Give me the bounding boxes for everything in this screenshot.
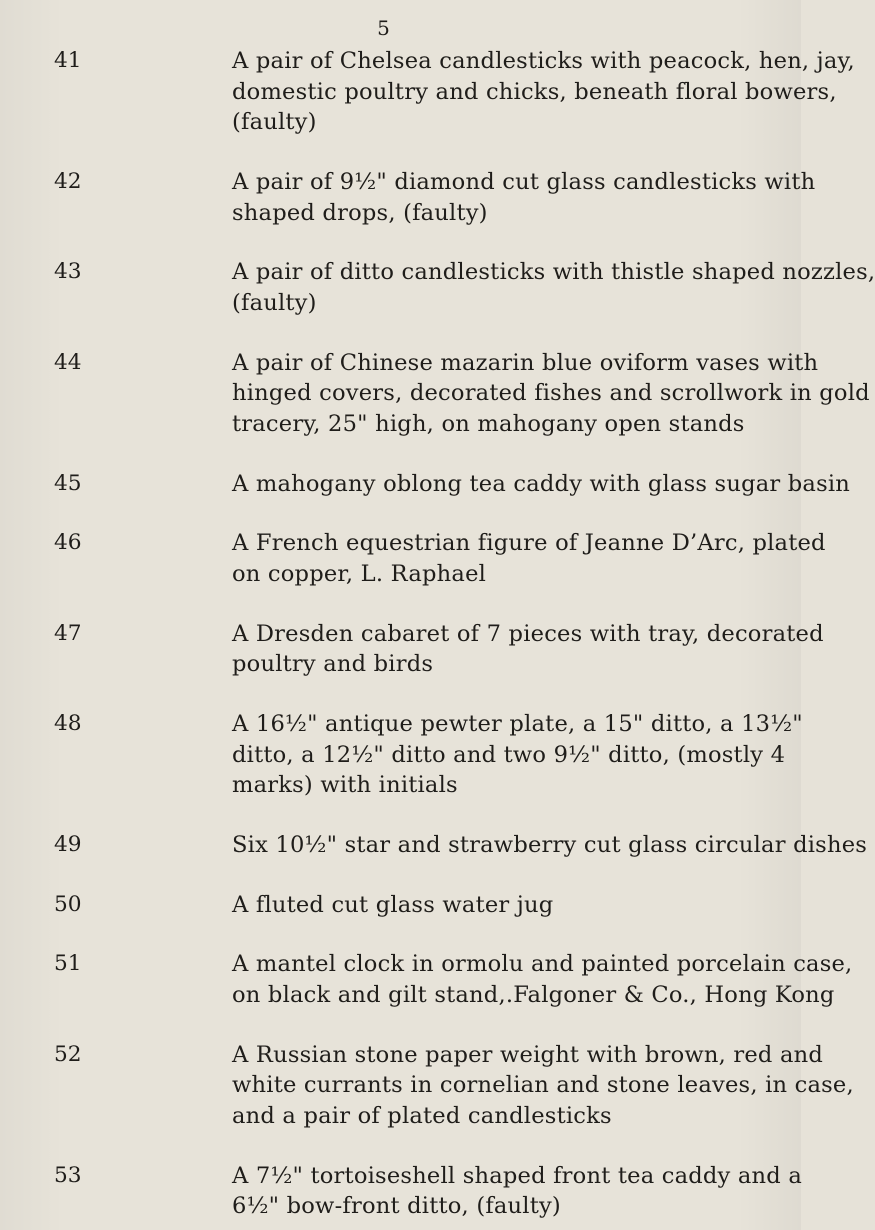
lot-description [232, 1040, 854, 1132]
lot-line: A mantel clock in ormolu and painted porcelain case, [232, 951, 853, 978]
lot-number: 50 [54, 891, 82, 917]
lot-line: (faulty) [232, 290, 317, 317]
lot-line: A pair of Chelsea candlesticks with peacock, hen, jay, [232, 48, 855, 74]
lot-description [232, 257, 875, 318]
lot-number: 45 [54, 470, 82, 496]
lot-description [232, 949, 853, 1010]
lot-line: A Dresden cabaret of 7 pieces with tray, decorated [232, 620, 824, 647]
lot-number: 43 [54, 259, 82, 285]
lot-line: A mahogany oblong tea caddy with glass sugar basin [232, 470, 851, 497]
lot-number: 41 [54, 48, 82, 73]
lot-number: 47 [54, 620, 82, 646]
lot-line: poultry and birds [232, 651, 434, 678]
lot-line: A Russian stone paper weight with brown, red and [232, 1041, 824, 1068]
lot-number: 52 [54, 1041, 82, 1067]
lot-line: hinged covers, decorated fishes and scrollwork in gold [232, 380, 870, 407]
lot-line: tracery, 25" high, on mahogany open stands [232, 411, 745, 438]
lot-description [232, 469, 851, 500]
lot-description [232, 1161, 802, 1222]
lot-number: 53 [54, 1162, 82, 1188]
lot-line: shaped drops, (faulty) [232, 199, 488, 226]
lot-line: A fluted cut glass water jug [232, 891, 554, 918]
lot-line: on black and gilt stand,.Falgoner & Co., Hong Kong [232, 981, 835, 1008]
lot-number: 48 [54, 710, 82, 736]
lot-line: on copper, L. Raphael [232, 561, 487, 588]
lot-line: A 7½" tortoiseshell shaped front tea caddy and a [232, 1162, 802, 1189]
lot-line: domestic poultry and chicks, beneath floral bowers, [232, 78, 837, 105]
page-number: 5 [377, 16, 391, 40]
lot-line: white currants in cornelian and stone leaves, in case, [232, 1072, 854, 1099]
lot-number: 51 [54, 951, 82, 977]
lot-description [232, 528, 826, 589]
lot-line: Six 10½" star and strawberry cut glass circular dishes [232, 832, 868, 858]
lot-description [232, 167, 816, 228]
lot-description [232, 830, 868, 861]
lot-description [232, 619, 824, 680]
lot-line: marks) with initials [232, 772, 458, 799]
lot-line: A pair of 9½" diamond cut glass candlesticks with [232, 169, 816, 196]
lot-line: and a pair of plated candlesticks [232, 1102, 612, 1129]
lot-description [232, 46, 855, 138]
lot-number: 44 [54, 349, 82, 375]
lot-number: 46 [54, 530, 82, 556]
lot-line: A French equestrian figure of Jeanne D’Arc, plated [232, 530, 826, 557]
lot-description [232, 348, 870, 440]
lot-line: (faulty) [232, 109, 317, 136]
lot-line: 6½" bow-front ditto, (faulty) [232, 1193, 561, 1220]
lot-description [232, 890, 798, 921]
lot-description [232, 709, 803, 801]
lot-number: 49 [54, 832, 82, 857]
lot-line: ditto, a 12½" ditto and two 9½" ditto, (mostly 4 [232, 741, 786, 768]
lot-line: A 16½" antique pewter plate, a 15" ditto, a 13½" [232, 710, 803, 737]
lot-line: A pair of Chinese mazarin blue oviform vases with [232, 349, 819, 376]
lot-number: 42 [54, 169, 82, 195]
lot-line: A pair of ditto candlesticks with thistle shaped nozzles, [232, 259, 875, 286]
